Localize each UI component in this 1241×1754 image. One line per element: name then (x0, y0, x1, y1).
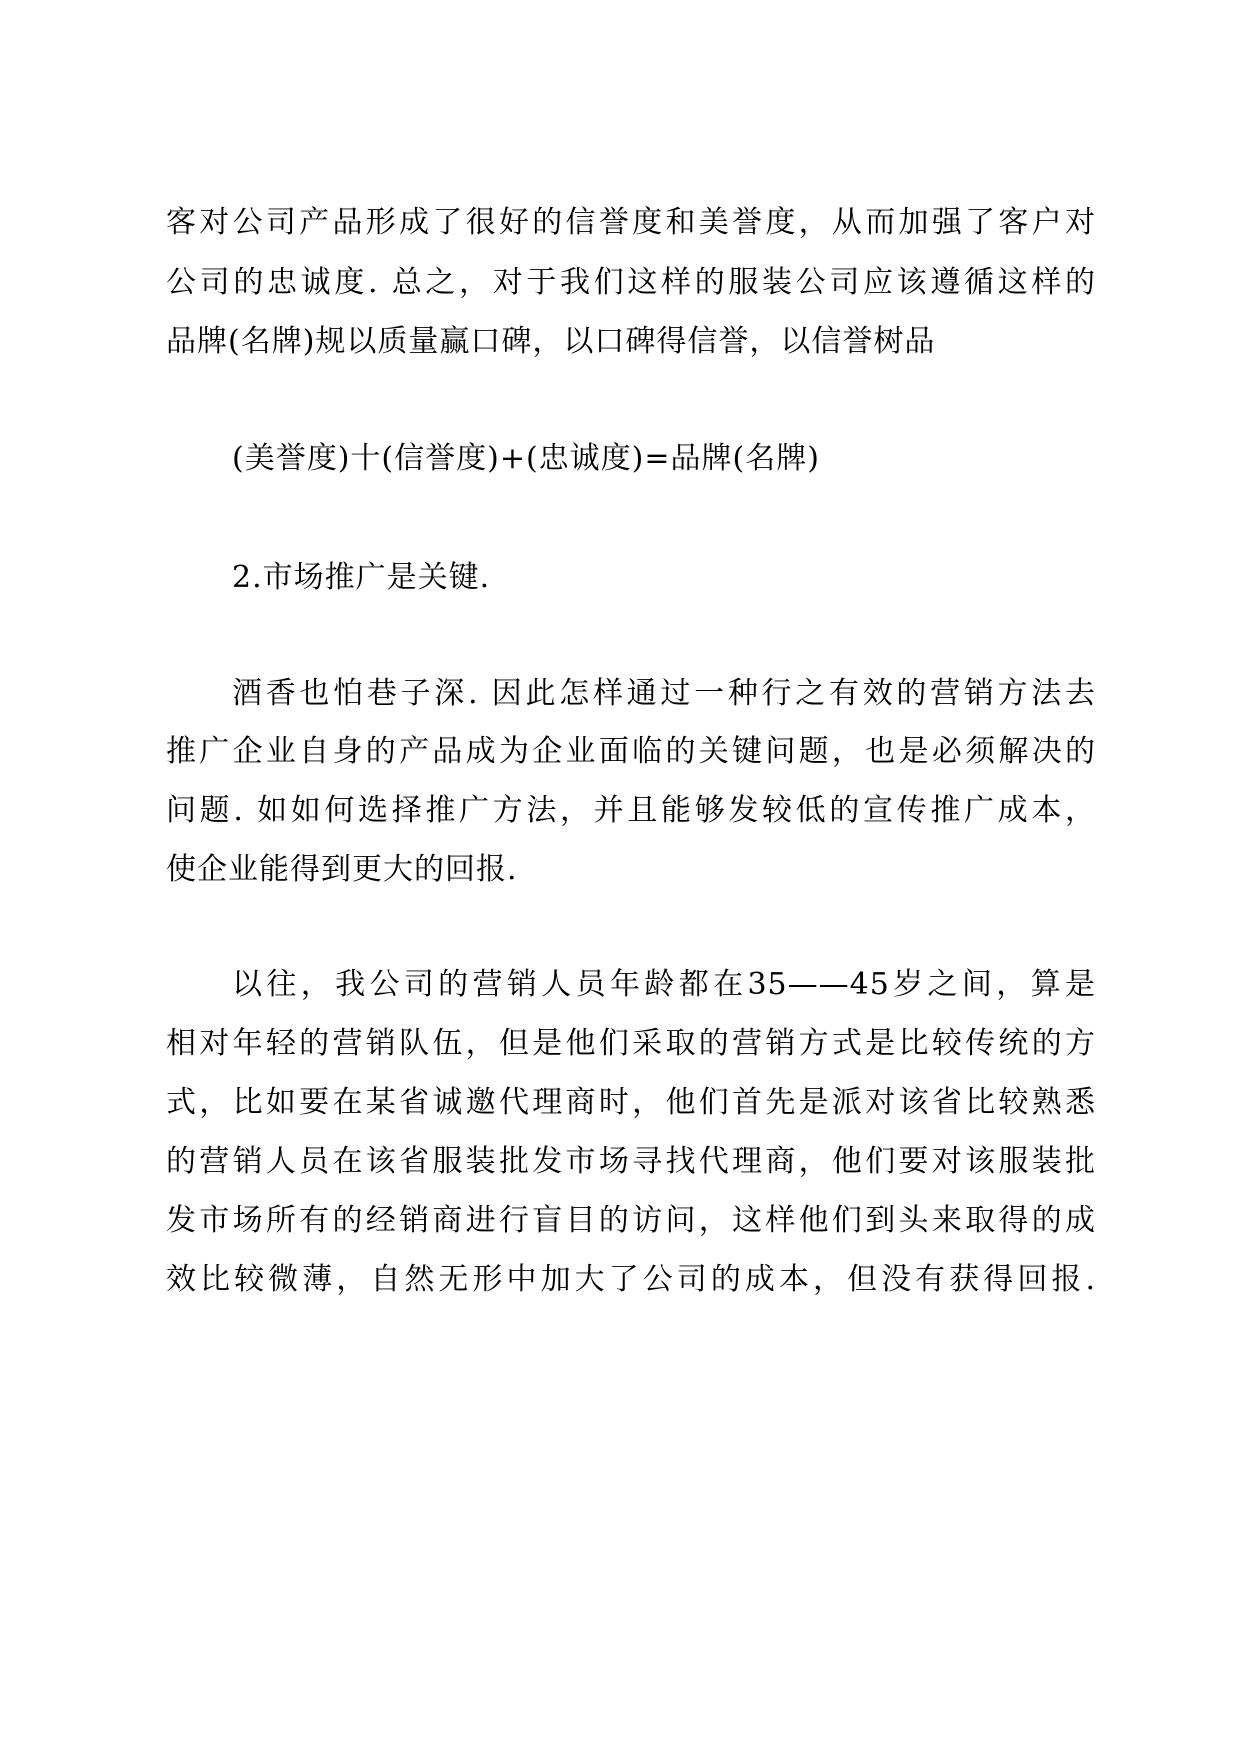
brand-formula: (美誉度)十(信誉度)+(忠诚度)=品牌(名牌) (232, 441, 820, 476)
paragraph-3-line-3: 式，比如要在某省诚邀代理商时，他们首先是派对该省比较熟悉 (166, 1085, 1096, 1120)
paragraph-2-line-1: 酒香也怕巷子深. 因此怎样通过一种行之有效的营销方法去 (232, 676, 1096, 711)
paragraph-3-line-5: 发市场所有的经销商进行盲目的访问，这样他们到头来取得的成 (166, 1203, 1096, 1238)
paragraph-2-line-2: 推广企业自身的产品成为企业面临的关键问题，也是必须解决的 (166, 734, 1096, 769)
section-heading: 2.市场推广是关键. (232, 560, 491, 595)
paragraph-3-line-1: 以往，我公司的营销人员年龄都在35——45岁之间，算是 (232, 967, 1096, 1002)
paragraph-1-line-2: 公司的忠诚度. 总之，对于我们这样的服装公司应该遵循这样的 (166, 265, 1096, 300)
paragraph-3-line-2: 相对年轻的营销队伍，但是他们采取的营销方式是比较传统的方 (166, 1026, 1096, 1061)
paragraph-3-line-6: 效比较微薄，自然无形中加大了公司的成本，但没有获得回报. (166, 1262, 1096, 1297)
paragraph-2-line-4: 使企业能得到更大的回报. (166, 852, 518, 887)
paragraph-1-line-1: 客对公司产品形成了很好的信誉度和美誉度，从而加强了客户对 (166, 205, 1096, 240)
document-page (166, 0, 1096, 1754)
paragraph-1-line-3: 品牌(名牌)规以质量赢口碑，以口碑得信誉，以信誉树品 (166, 324, 936, 359)
paragraph-3-line-4: 的营销人员在该省服装批发市场寻找代理商，他们要对该服装批 (166, 1144, 1096, 1179)
paragraph-2-line-3: 问题. 如如何选择推广方法，并且能够发较低的宣传推广成本， (166, 793, 1096, 828)
